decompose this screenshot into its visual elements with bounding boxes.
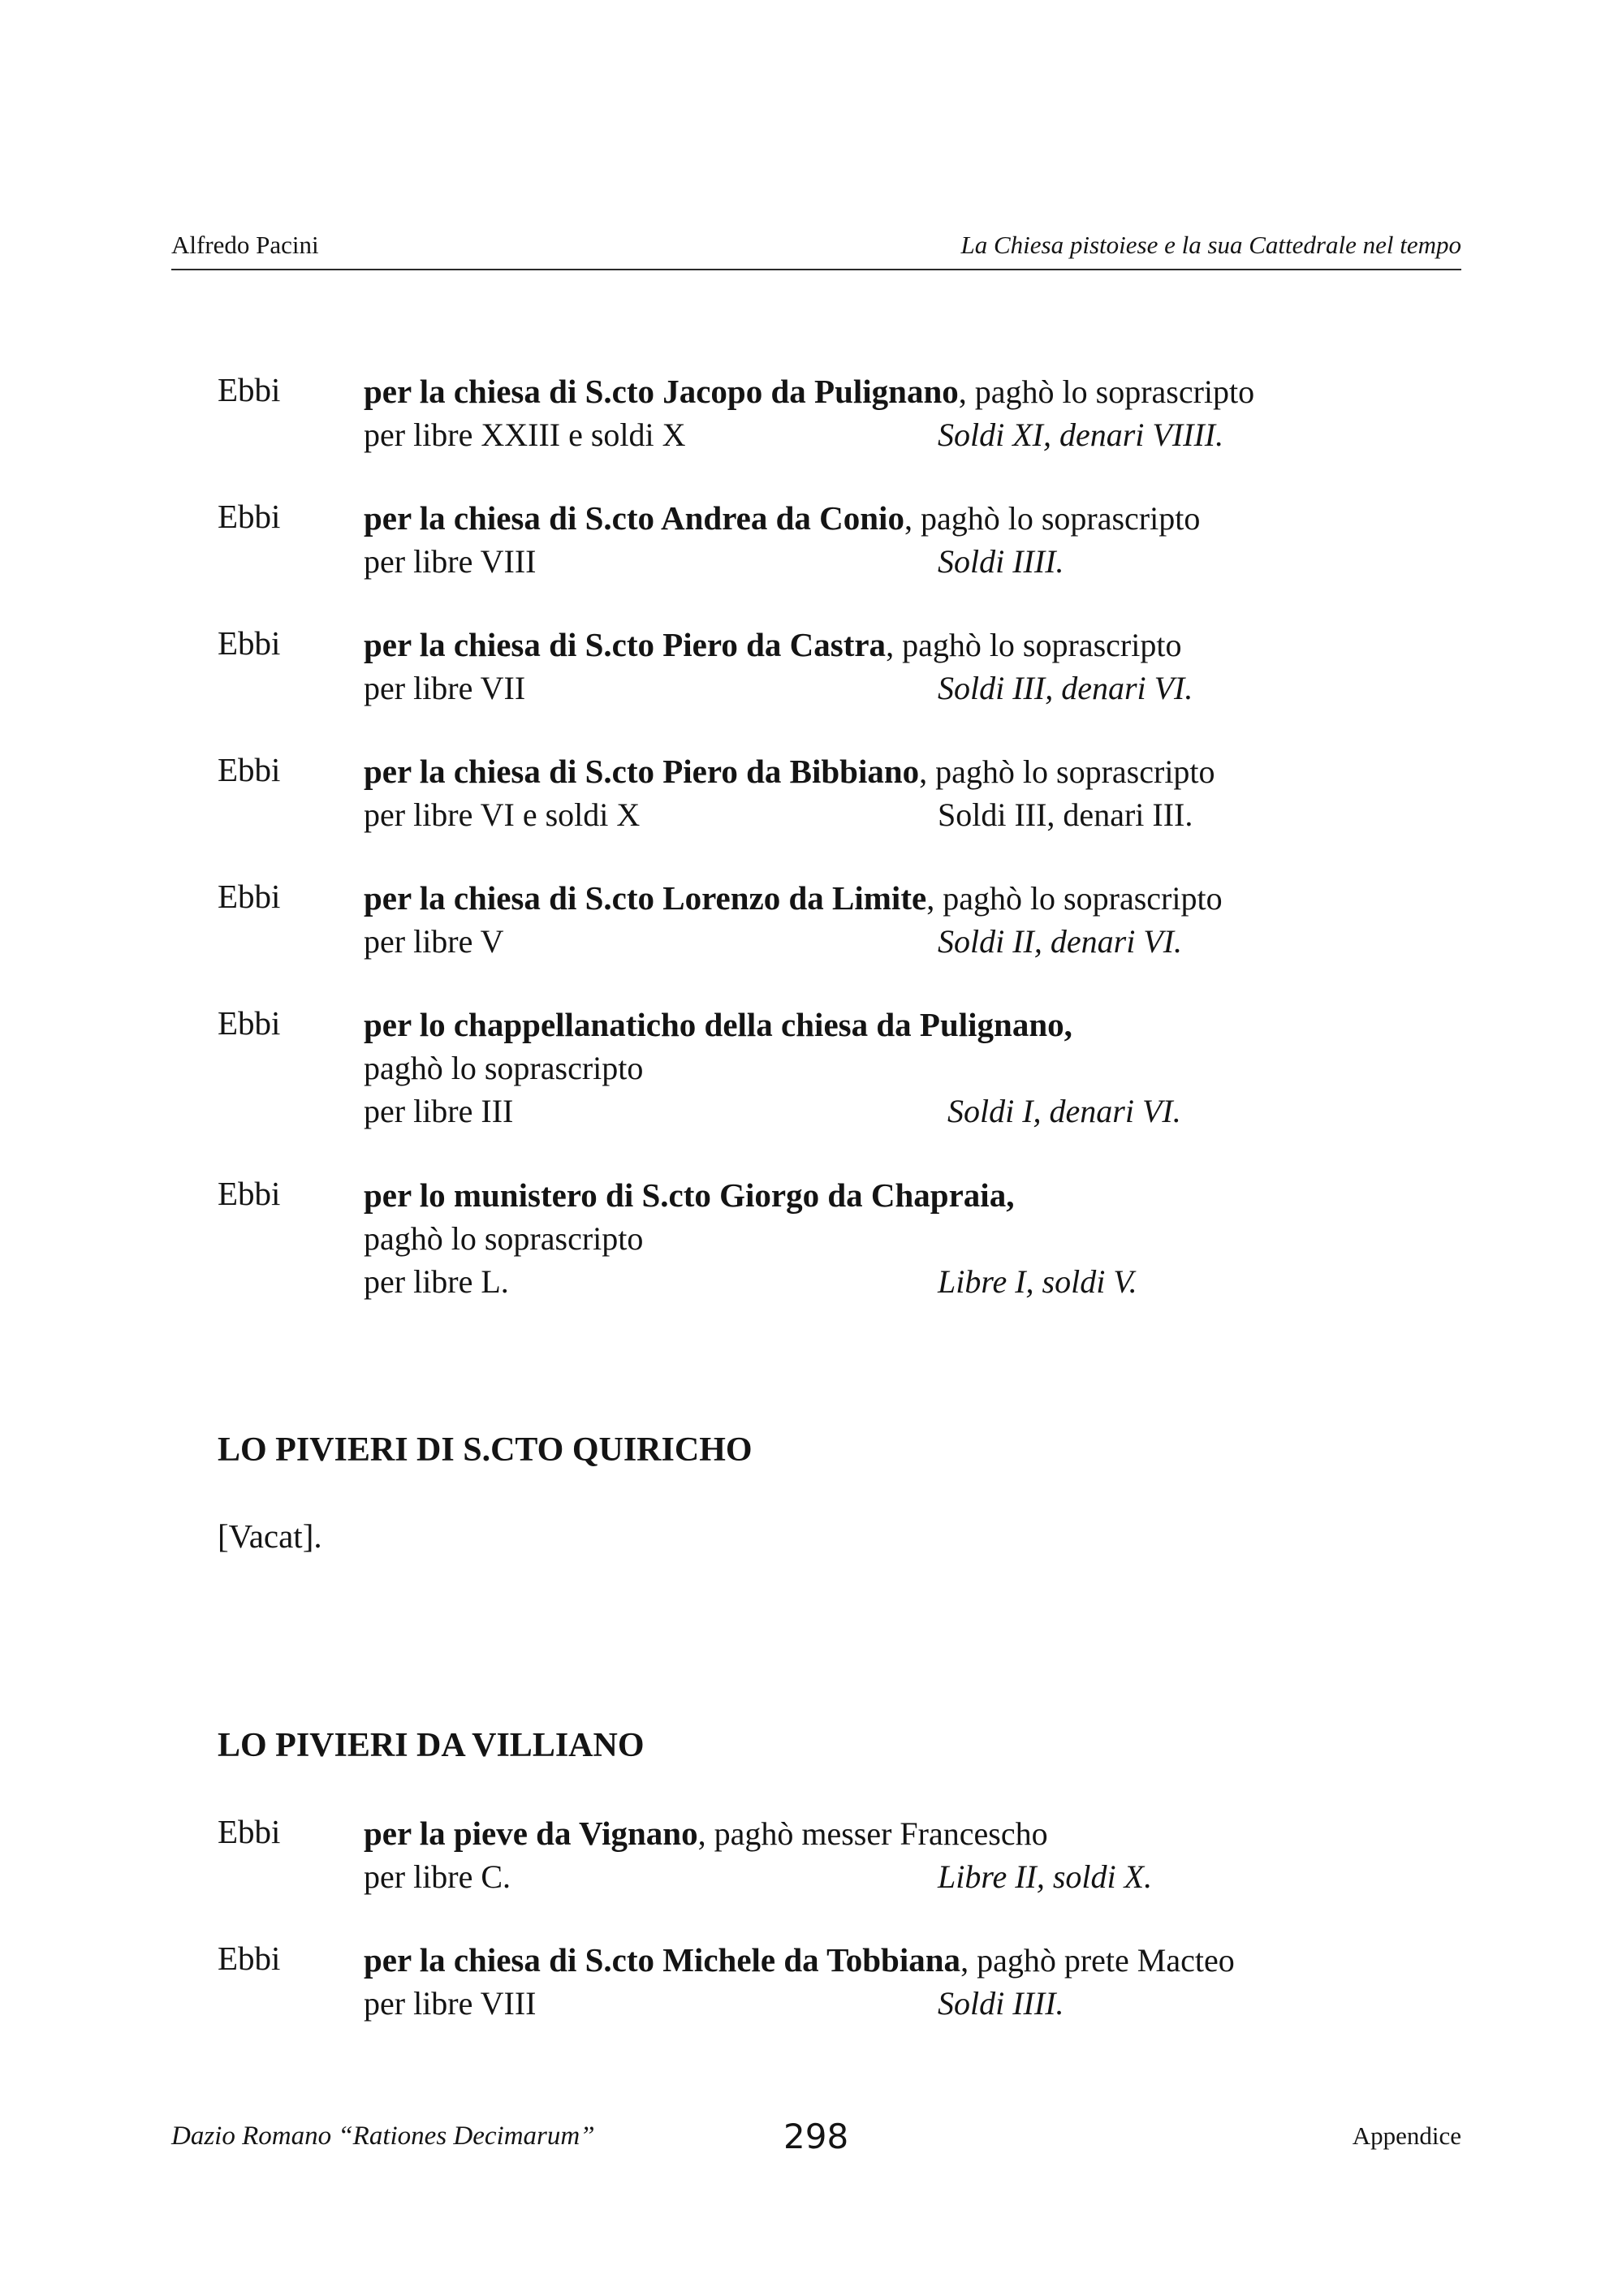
entry-payer: , paghò messer Franceschо [697,1815,1048,1852]
entry-base: per libre VIII [364,543,537,580]
section-note-vacat: [Vacat]. [218,1517,322,1555]
entry-base: per libre VII [364,670,526,706]
section-title-quiricho: LO PIVIERI DI S.CTO QUIRICHO [218,1431,753,1469]
entry-payer: , paghò lo soprascripto [886,627,1182,663]
entry-amount: Soldi I, denari VI. [947,1093,1181,1129]
entry-church: per lo chappellanaticho della chiesa da Pulignano, [364,1006,1072,1043]
entry-payer: , paghò lo soprascripto [919,753,1215,790]
running-header [171,231,1461,270]
entry-amount: Libre I, soldi V. [938,1263,1137,1300]
entry-base: per libre III [364,1093,514,1129]
entry-payer: paghò lo soprascripto [364,1050,644,1086]
footer-section: Appendice [1352,2121,1461,2150]
entry-payer: paghò lo soprascripto [364,1220,644,1257]
header-book-title: La Chiesa pistoiese e la sua Cattedrale nel tempo [960,231,1461,259]
entry-payer: , paghò prete Macteo [960,1942,1235,1979]
entry-amount: Soldi XI, denari VIIII. [938,416,1224,453]
entry-base: per libre XXIII e soldi X [364,416,686,453]
entry-church: per la chiesa di S.cto Jacopo da Pulignano [364,373,959,410]
entry-label: Ebbi [218,1004,281,1042]
entry-church: per la chiesa di S.cto Michele da Tobbiana [364,1941,961,1979]
entry-base: per libre V [364,923,504,960]
entry-base: per libre VIII [364,1985,537,2022]
entry-label: Ebbi [218,1175,281,1212]
entry-church: per la chiesa di S.cto Piero da Bibbiano [364,753,920,790]
header-author: Alfredo Pacini [171,231,319,259]
entry-label: Ebbi [218,1813,281,1850]
entry-church: per la pieve da Vignano [364,1815,698,1852]
header-rule [171,269,1461,270]
entry-label: Ebbi [218,624,281,662]
entry-amount: Soldi IIII. [938,1985,1064,2022]
entry-amount: Soldi III, denari VI. [938,670,1193,706]
entry-amount: Soldi IIII. [938,543,1064,580]
entry-payer: , paghò lo soprascripto [958,373,1255,410]
entry-church: per lo munistero di S.cto Giorgo da Chapraia, [364,1176,1015,1214]
entry-base: per libre C. [364,1858,511,1895]
entry-amount: Soldi III, denari III. [938,796,1193,833]
running-footer [171,2117,1461,2157]
entry-church: per la chiesa di S.cto Lorenzo da Limite [364,879,927,917]
page-number: 298 [783,2117,849,2156]
entry-label: Ebbi [218,751,281,788]
entry-payer: , paghò lo soprascripto [904,500,1201,537]
section-title-villiano: LO PIVIERI DA VILLIANO [218,1727,645,1764]
entry-payer: , paghò lo soprascripto [926,880,1223,917]
entry-amount: Libre II, soldi X. [938,1858,1153,1895]
entry-church: per la chiesa di S.cto Piero da Castra [364,626,887,663]
entry-label: Ebbi [218,1940,281,1977]
entry-label: Ebbi [218,371,281,408]
entry-church: per la chiesa di S.cto Andrea da Conio [364,499,904,537]
entry-amount: Soldi II, denari VI. [938,923,1183,960]
entry-base: per libre L. [364,1263,509,1300]
entry-base: per libre VI e soldi X [364,796,641,833]
entry-label: Ebbi [218,878,281,915]
footer-series: Dazio Romano “Rationes Decimarum” [171,2121,595,2151]
entry-label: Ebbi [218,498,281,535]
